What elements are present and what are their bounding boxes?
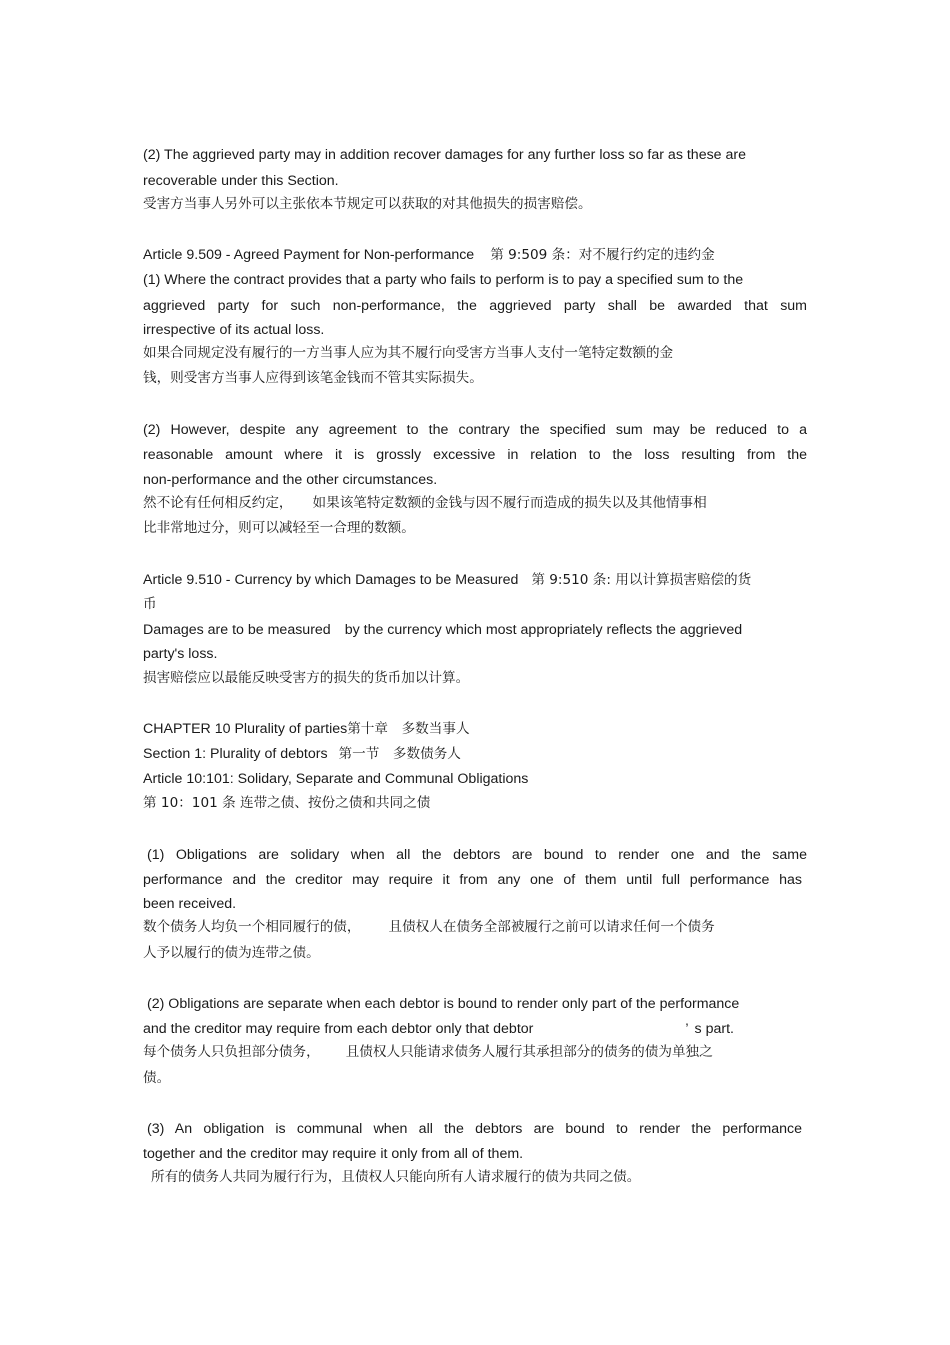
para-9509-1-zh-line2: 钱，则受害方当事人应得到该笔金钱而不管其实际损失。 [143,370,483,386]
para-10101-1-line3: been received. [143,896,237,912]
para-9510-zh: 损害赔偿应以最能反映受害方的损失的货币加以计算。 [143,670,470,686]
article-9509-title-zh: 第 9:509 条：对不履行约定的违约金 [490,247,715,263]
para-10101-2-zh-line2: 债。 [143,1070,171,1086]
article-9510-title-zh: 第 9:510 条: 用以计算损害赔偿的货 [531,572,752,588]
para-10101-1-line2: performance and the creditor may require it from any one of them until full performance has [143,872,802,888]
para-9509-2-zh-part2: 如果该笔特定数额的金钱与因不履行而造成的损失以及其他情事相 [312,495,707,511]
chapter-10-title-en: CHAPTER 10 Plurality of parties [143,721,348,737]
article-9509-heading [143,246,715,264]
para-10101-1-zh-part1: 数个债务人均负一个相同履行的债， [143,919,361,935]
para-10101-2-apostrophe: ’ [685,1021,689,1037]
para-10101-2-line1: (2) Obligations are separate when each debtor is bound to render only part of the performance [147,996,740,1012]
para-9509-1-zh-line1: 如果合同规定没有履行的一方当事人应为其不履行向受害方当事人支付一笔特定数额的金 [143,345,674,361]
para-9508-2-line1: (2) The aggrieved party may in addition recover damages for any further loss so far as these are [143,147,747,163]
article-9510-heading [143,571,751,589]
para-9509-2-zh-line1 [143,494,707,512]
para-9510-line1 [143,621,742,639]
article-10101-title-en: Article 10:101: Solidary, Separate and Communal Obligations [143,771,529,787]
chapter-10-heading [143,720,470,738]
para-10101-3-zh: 所有的债务人共同为履行行为，且债权人只能向所有人请求履行的债为共同之债。 [151,1169,641,1185]
para-9508-2-zh: 受害方当事人另外可以主张依本节规定可以获取的对其他损失的损害赔偿。 [143,196,592,212]
article-9510-title-en: Article 9.510 - Currency by which Damages to be Measured [143,572,519,588]
section-1-title-zh: 第一节 多数债务人 [338,746,461,762]
para-9509-1-line1: (1) Where the contract provides that a party who fails to perform is to pay a specified sum to the [143,272,744,288]
para-10101-1-zh-line1 [143,918,715,936]
para-9510-line2: party's loss. [143,646,218,662]
para-9509-1-line3: irrespective of its actual loss. [143,322,325,338]
para-10101-1-zh-part2: 且债权人在债务全部被履行之前可以请求任何一个债务 [388,919,715,935]
para-9509-2-zh-line2: 比非常地过分，则可以减轻至一合理的数额。 [143,520,415,536]
para-9509-2-zh-part1: 然不论有任何相反约定， [143,495,293,511]
para-9509-1-line2: aggrieved party for such non-performance, the aggrieved party shall be awarded that sum [143,298,807,314]
para-9508-2-line2: recoverable under this Section. [143,173,339,189]
para-10101-2-part2: s part. [694,1021,734,1037]
chapter-10-title-zh: 第十章 多数当事人 [347,721,470,737]
article-9509-title-en: Article 9.509 - Agreed Payment for Non-performance [143,247,475,263]
section-1-heading [143,745,461,763]
para-10101-1-zh-line2: 人予以履行的债为连带之债。 [143,945,320,961]
para-9510-part2: by the currency which most appropriately reflects the aggrieved [344,622,743,638]
para-9509-2-line1: (2) However, despite any agreement to the contrary the specified sum may be reduced to a [143,422,807,438]
para-10101-2-zh-line1 [143,1043,713,1061]
para-10101-3-line1: (3) An obligation is communal when all the debtors are bound to render the performance [147,1121,802,1137]
para-9509-2-line3: non-performance and the other circumstances. [143,472,438,488]
para-10101-2-zh-part1: 每个债务人只负担部分债务， [143,1044,320,1060]
para-10101-2-line2 [143,1020,734,1038]
para-10101-3-line2: together and the creditor may require it only from all of them. [143,1146,524,1162]
para-10101-1-line1: (1) Obligations are solidary when all the debtors are bound to render one and the same [147,847,807,863]
para-10101-2-part1: and the creditor may require from each debtor only that debtor [143,1021,534,1037]
para-10101-2-zh-part2: 且债权人只能请求债务人履行其承担部分的债务的债为单独之 [345,1044,713,1060]
article-10101-title-zh: 第 10：101 条 连带之债、按份之债和共同之债 [143,795,431,811]
para-9509-2-line2: reasonable amount where it is grossly excessive in relation to the loss resulting from the [143,447,807,463]
article-9510-title-zh-cont: 币 [143,596,157,612]
section-1-title-en: Section 1: Plurality of debtors [143,746,328,762]
para-9510-part1: Damages are to be measured [143,622,331,638]
